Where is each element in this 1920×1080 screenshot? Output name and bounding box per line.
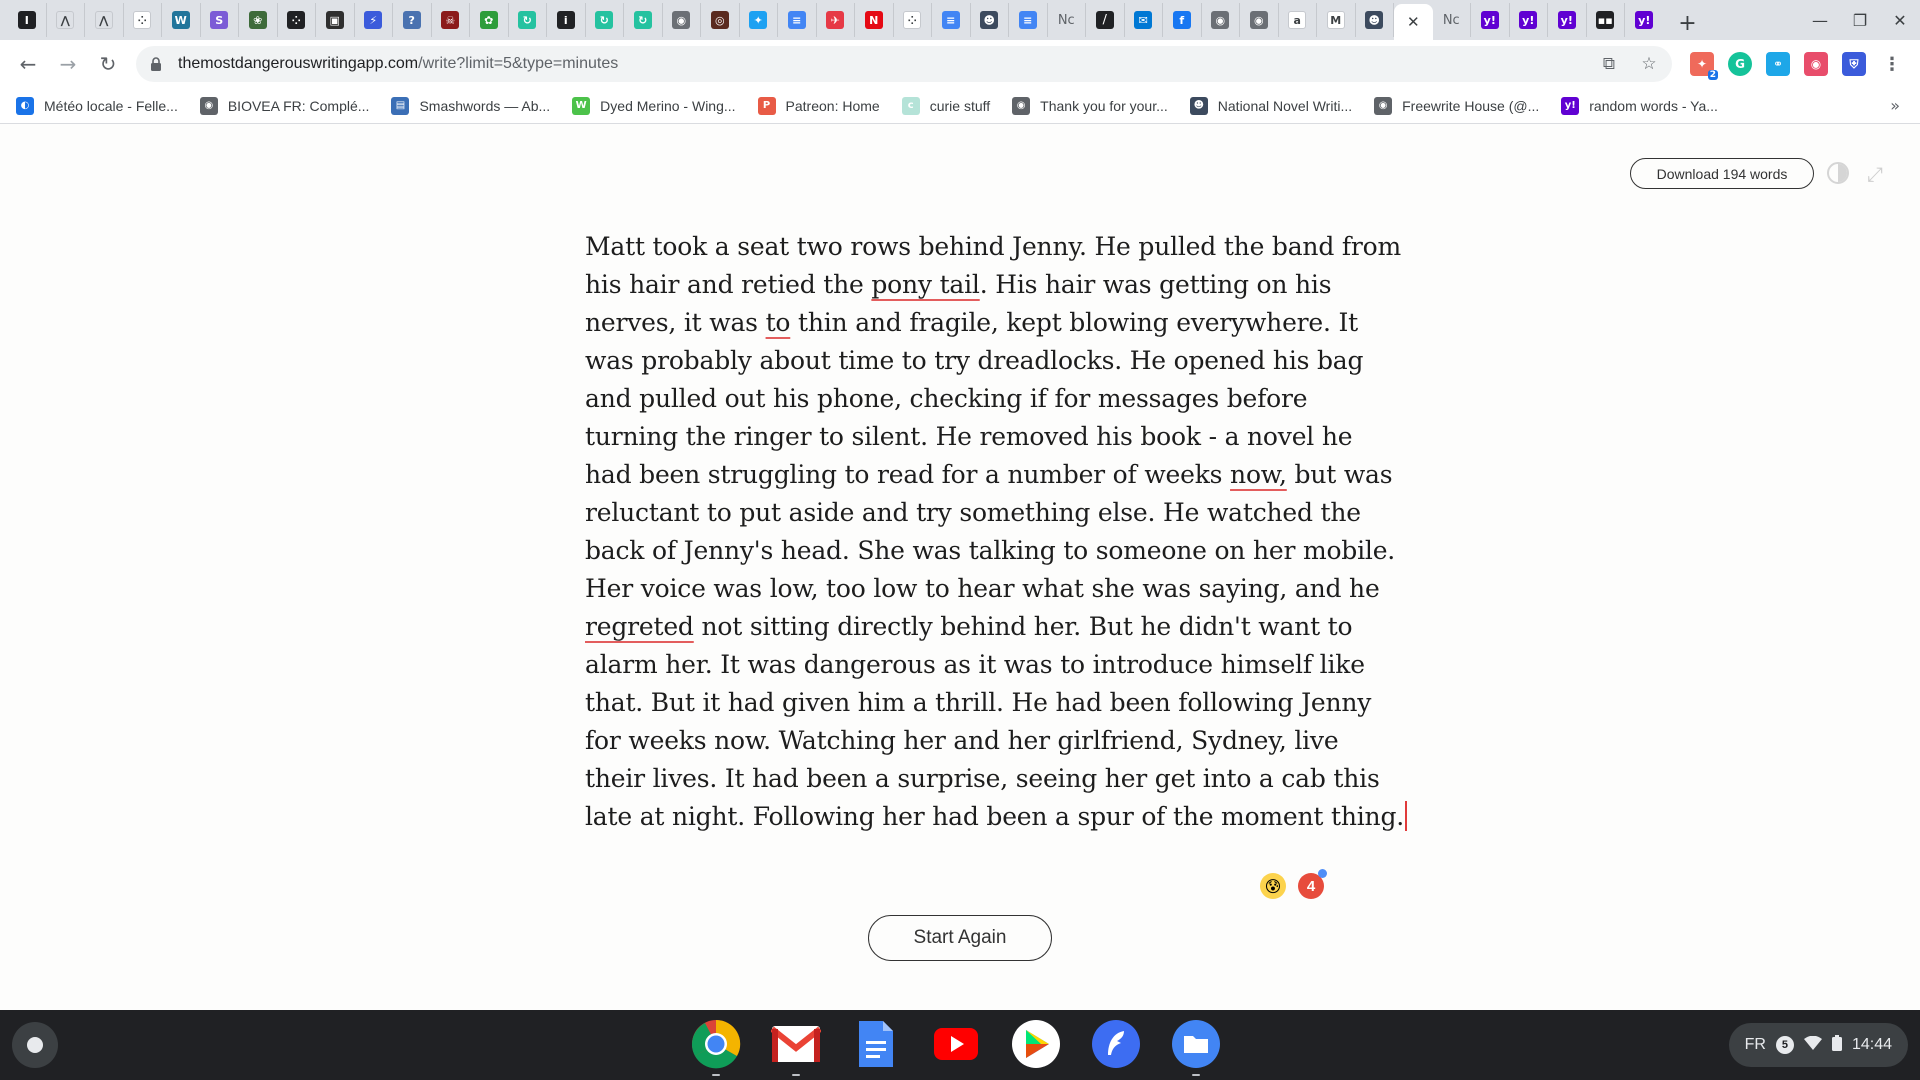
browser-tab[interactable]	[201, 3, 240, 37]
bookmark-icon: ⧸	[1096, 11, 1114, 29]
url-text[interactable]	[178, 55, 618, 73]
bookmark-item[interactable]	[1374, 92, 1539, 120]
browser-tab[interactable]	[1587, 3, 1626, 37]
browser-tab[interactable]	[971, 3, 1010, 37]
window-controls	[1800, 0, 1920, 40]
bookmark-label: Smashwords — Ab...	[419, 97, 551, 114]
browser-tab[interactable]	[509, 3, 548, 37]
running-indicator	[792, 1074, 800, 1076]
text-segment: not sitting directly behind her. But he didn't want to	[693, 612, 1353, 641]
address-bar[interactable]	[136, 46, 1672, 82]
text-caret	[1405, 801, 1407, 831]
browser-tab[interactable]	[278, 3, 317, 37]
extension-tasks-icon[interactable]: ✦ 2	[1690, 52, 1714, 76]
dots-icon: ⁘	[133, 11, 151, 29]
curie-icon: c	[902, 97, 920, 115]
browser-tab[interactable]	[1163, 3, 1202, 37]
s-circle-icon: S	[210, 11, 228, 29]
bookmarks-bar	[0, 88, 1920, 124]
question-icon: ?	[403, 11, 421, 29]
browser-tab[interactable]	[932, 3, 971, 37]
writing-app-page	[0, 125, 1920, 1010]
new-tab-button[interactable]: +	[1678, 10, 1697, 36]
gmail-icon[interactable]	[770, 1018, 822, 1070]
notification-dot	[1318, 869, 1327, 878]
yahoo-icon: y!	[1558, 11, 1576, 29]
text-line	[585, 380, 1335, 418]
play-store-icon[interactable]	[1010, 1018, 1062, 1070]
browser-tab[interactable]	[586, 3, 625, 37]
browser-tab[interactable]	[1471, 3, 1510, 37]
text-line	[585, 418, 1353, 456]
docs-icon: ≡	[788, 11, 806, 29]
extension-record-icon[interactable]: ◉	[1804, 52, 1828, 76]
text-line	[585, 228, 1402, 266]
browser-tab[interactable]	[1009, 3, 1048, 37]
text-line	[585, 494, 1361, 532]
bookmark-label: Thank you for your...	[1040, 97, 1168, 114]
tab-title: Nc	[1442, 12, 1460, 28]
misspelled-word: regreted	[585, 612, 694, 641]
amazon-icon: a	[1288, 11, 1306, 29]
text-segment: Her voice was low, too low to hear what she was saying, and he	[585, 574, 1380, 603]
yahoo-icon: y!	[1519, 11, 1537, 29]
text-segment: for weeks now. Watching her and her girlfriend, Sydney, live	[585, 726, 1339, 755]
anxious-face-icon: 😰	[1260, 873, 1286, 899]
browser-tab[interactable]	[1317, 3, 1356, 37]
grammarly-icon[interactable]: G	[1728, 52, 1752, 76]
files-icon[interactable]	[1170, 1018, 1222, 1070]
running-indicator	[1192, 1074, 1200, 1076]
browser-tab[interactable]	[1202, 3, 1241, 37]
open-external-icon[interactable]: ⧉	[1602, 54, 1616, 74]
writing-area[interactable]	[585, 228, 1405, 836]
omnibox-icons	[1598, 53, 1660, 75]
text-segment: alarm her. It was dangerous as it was to introduce himself like	[585, 650, 1365, 679]
running-indicator	[712, 1074, 720, 1076]
forward-icon[interactable]: →	[59, 52, 77, 76]
input-language: FR	[1744, 1036, 1766, 1053]
text-segment: was probably about time to try dreadlocks. He opened his bag	[585, 346, 1364, 375]
text-segment: . His hair was getting on his	[979, 270, 1332, 299]
text-segment: their lives. It had been a surprise, seeing her get into a cab this	[585, 764, 1380, 793]
globe-icon: ◉	[1374, 97, 1392, 115]
bookmark-label: Dyed Merino - Wing...	[600, 97, 736, 114]
tabs	[0, 0, 1664, 40]
gmail-icon: M	[1327, 11, 1345, 29]
misspelled-word: now,	[1230, 460, 1287, 489]
browser-tab[interactable]	[1356, 3, 1395, 37]
misspelled-word: to	[765, 308, 791, 337]
browser-tab[interactable]	[47, 3, 86, 37]
yahoo-icon: y!	[1561, 97, 1579, 115]
bookmark-label: BIOVEA FR: Complé...	[227, 97, 370, 114]
globe-icon: ◉	[672, 11, 690, 29]
clock: 14:44	[1851, 1036, 1892, 1053]
counter-badge: 4	[1298, 873, 1324, 899]
browser-tab[interactable]	[85, 3, 124, 37]
browser-tab[interactable]	[124, 3, 163, 37]
text-line	[585, 456, 1393, 494]
smashwords-icon: ▤	[391, 97, 409, 115]
target-icon: ◎	[711, 11, 729, 29]
text-segment: turning the ringer to silent. He removed his book - a novel he	[585, 422, 1353, 451]
browser-tab[interactable]	[663, 3, 702, 37]
text-line	[585, 646, 1365, 684]
browser-tab[interactable]	[316, 3, 355, 37]
browser-tab[interactable]	[1548, 3, 1587, 37]
browser-tab[interactable]	[432, 3, 471, 37]
lock-icon[interactable]	[148, 56, 164, 72]
youtube-icon[interactable]	[930, 1018, 982, 1070]
wifi-icon	[1804, 1036, 1822, 1055]
refresh-green-icon: ↻	[518, 11, 536, 29]
dots-icon: ⁘	[287, 11, 305, 29]
browser-tab[interactable]	[624, 3, 663, 37]
tab-close-icon[interactable]: ✕	[1406, 13, 1420, 31]
shelf-apps	[690, 1018, 1222, 1070]
browser-tab[interactable]	[1625, 3, 1664, 37]
bookmark-item[interactable]	[902, 92, 990, 120]
docs-icon: ≡	[1019, 11, 1037, 29]
globe-icon: ◉	[1012, 97, 1030, 115]
text-segment: that. But it had given him a thrill. He had been following Jenny	[585, 688, 1372, 717]
text-segment: thin and fragile, kept blowing everywhere. It	[790, 308, 1359, 337]
globe-icon: ◉	[200, 97, 218, 115]
text-segment: his hair and retied the	[585, 270, 872, 299]
text-line	[585, 304, 1359, 342]
extensions	[1690, 52, 1866, 80]
mountain-icon: ⋀	[95, 11, 113, 29]
refresh-green-icon: ↻	[595, 11, 613, 29]
bookmark-item[interactable]	[391, 92, 550, 120]
outlook-icon: ✉	[1134, 11, 1152, 29]
bookmark-label: Patreon: Home	[785, 97, 880, 114]
browser-tab[interactable]	[8, 3, 47, 37]
browser-tab[interactable]	[817, 3, 856, 37]
yahoo-icon: y!	[1635, 11, 1653, 29]
leaf-icon: ✿	[480, 11, 498, 29]
chrome-icon[interactable]	[690, 1018, 742, 1070]
restore-icon[interactable]: ❐	[1852, 10, 1868, 30]
bookmark-label: curie stuff	[929, 97, 991, 114]
browser-toolbar	[0, 40, 1920, 88]
bookmark-label: Météo locale - Felle...	[44, 97, 178, 114]
bookmark-item[interactable]	[758, 92, 880, 120]
text-line	[585, 722, 1339, 760]
tab-active[interactable]	[1394, 4, 1433, 40]
browser-tab[interactable]	[1125, 3, 1164, 37]
bolt-icon: ⚡	[364, 11, 382, 29]
bookmark-item[interactable]	[200, 92, 370, 120]
extension-link-icon[interactable]: ⚭	[1766, 52, 1790, 76]
url-path: /write?limit=5&type=minutes	[418, 55, 619, 72]
bookmark-label: Freewrite House (@...	[1402, 97, 1540, 114]
os-shelf	[0, 1010, 1920, 1080]
netflix-icon: N	[865, 11, 883, 29]
browser-tab[interactable]	[1240, 3, 1279, 37]
twitter-icon: ✦	[749, 11, 767, 29]
i-icon: I	[18, 11, 36, 29]
browser-tab[interactable]	[855, 3, 894, 37]
browser-tab[interactable]	[239, 3, 278, 37]
browser-tab[interactable]	[778, 3, 817, 37]
battery-icon	[1832, 1035, 1842, 1056]
url-host: themostdangerouswritingapp.com	[178, 55, 419, 72]
text-segment: had been struggling to read for a number of weeks	[585, 460, 1231, 489]
extension-badge: 2	[1709, 70, 1716, 80]
feather-icon[interactable]	[1090, 1018, 1142, 1070]
globe-icon: ◉	[1250, 11, 1268, 29]
browser-tab[interactable]	[740, 3, 779, 37]
weather-icon: ◐	[16, 97, 34, 115]
browser-tab[interactable]	[393, 3, 432, 37]
launcher-icon[interactable]	[12, 1022, 58, 1068]
bookmark-item[interactable]	[572, 92, 735, 120]
bookmark-item[interactable]	[16, 92, 178, 120]
fullscreen-expand-icon[interactable]: ⤢	[1867, 162, 1883, 186]
runner-icon: ✈	[826, 11, 844, 29]
bookmark-item[interactable]	[1190, 92, 1352, 120]
docs-icon[interactable]	[850, 1018, 902, 1070]
back-icon[interactable]: ←	[19, 52, 37, 76]
text-segment: and pulled out his phone, checking if for messages before	[585, 384, 1308, 413]
text-line	[585, 684, 1372, 722]
notification-count: 5	[1776, 1036, 1794, 1054]
refresh-green-icon: ↻	[634, 11, 652, 29]
browser-tab[interactable]	[355, 3, 394, 37]
tab-title: Nc	[1057, 12, 1075, 28]
nanowrimo-icon: ☻	[1190, 97, 1208, 115]
download-words-button[interactable]: Download 194 words	[1630, 158, 1814, 189]
w-icon: W	[572, 97, 590, 115]
dots-icon: ⁘	[903, 11, 921, 29]
reload-icon[interactable]: ↻	[99, 52, 117, 76]
docs-icon: ≡	[942, 11, 960, 29]
bookmark-item[interactable]	[1561, 92, 1718, 120]
system-tray[interactable]	[1729, 1023, 1908, 1067]
text-line	[585, 798, 1405, 836]
browser-tab[interactable]	[894, 3, 933, 37]
text-segment: reluctant to put aside and try something else. He watched the	[585, 498, 1361, 527]
cat-icon: ☻	[1365, 11, 1383, 29]
cat-icon: ☻	[980, 11, 998, 29]
browser-tab[interactable]	[1086, 3, 1125, 37]
browser-tab[interactable]	[1433, 3, 1472, 37]
facebook-icon: f	[1173, 11, 1191, 29]
wordpress-icon: W	[172, 11, 190, 29]
info-icon: i	[557, 11, 575, 29]
mountain-icon: ⋀	[56, 11, 74, 29]
text-line	[585, 342, 1364, 380]
text-line	[585, 608, 1353, 646]
tab-strip	[0, 0, 1920, 40]
contrast-toggle-icon[interactable]	[1827, 162, 1849, 184]
browser-tab[interactable]	[470, 3, 509, 37]
badge-icon: ▣	[326, 11, 344, 29]
misspelled-word: pony tail	[871, 270, 980, 299]
star-icon[interactable]: ☆	[1641, 54, 1657, 74]
browser-tab[interactable]	[1048, 3, 1087, 37]
globe-icon: ◉	[1211, 11, 1229, 29]
flame-icon: ❀	[249, 11, 267, 29]
browser-tab[interactable]	[701, 3, 740, 37]
start-again-button[interactable]: Start Again	[868, 915, 1052, 961]
bookmark-item[interactable]	[1012, 92, 1168, 120]
close-window-icon[interactable]: ✕	[1893, 10, 1907, 30]
browser-tab[interactable]	[162, 3, 201, 37]
browser-tab[interactable]	[1279, 3, 1318, 37]
skull-icon: ☠	[441, 11, 459, 29]
extension-shield-icon[interactable]: ⛨	[1842, 52, 1866, 76]
bookmarks-overflow-icon[interactable]: »	[1890, 96, 1900, 115]
bbc-icon: ▪▪	[1596, 11, 1614, 29]
bookmark-label: random words - Ya...	[1589, 97, 1718, 114]
text-segment: nerves, it was	[585, 308, 766, 337]
text-line	[585, 570, 1380, 608]
text-segment: Matt took a seat two rows behind Jenny. He pulled the band from	[585, 232, 1402, 261]
text-segment: back of Jenny's head. She was talking to someone on her mobile.	[585, 536, 1396, 565]
patreon-icon: P	[758, 97, 776, 115]
text-line	[585, 532, 1396, 570]
bookmark-label: National Novel Writi...	[1217, 97, 1353, 114]
yahoo-icon: y!	[1481, 11, 1499, 29]
minimize-icon[interactable]: —	[1812, 10, 1828, 30]
text-line	[585, 760, 1380, 798]
text-segment: but was	[1286, 460, 1393, 489]
browser-tab[interactable]	[1510, 3, 1549, 37]
browser-tab[interactable]	[547, 3, 586, 37]
menu-kebab-icon[interactable]: ⋮	[1883, 53, 1901, 75]
text-segment: late at night. Following her had been a spur of the moment thing.	[585, 802, 1405, 831]
text-line	[585, 266, 1335, 304]
